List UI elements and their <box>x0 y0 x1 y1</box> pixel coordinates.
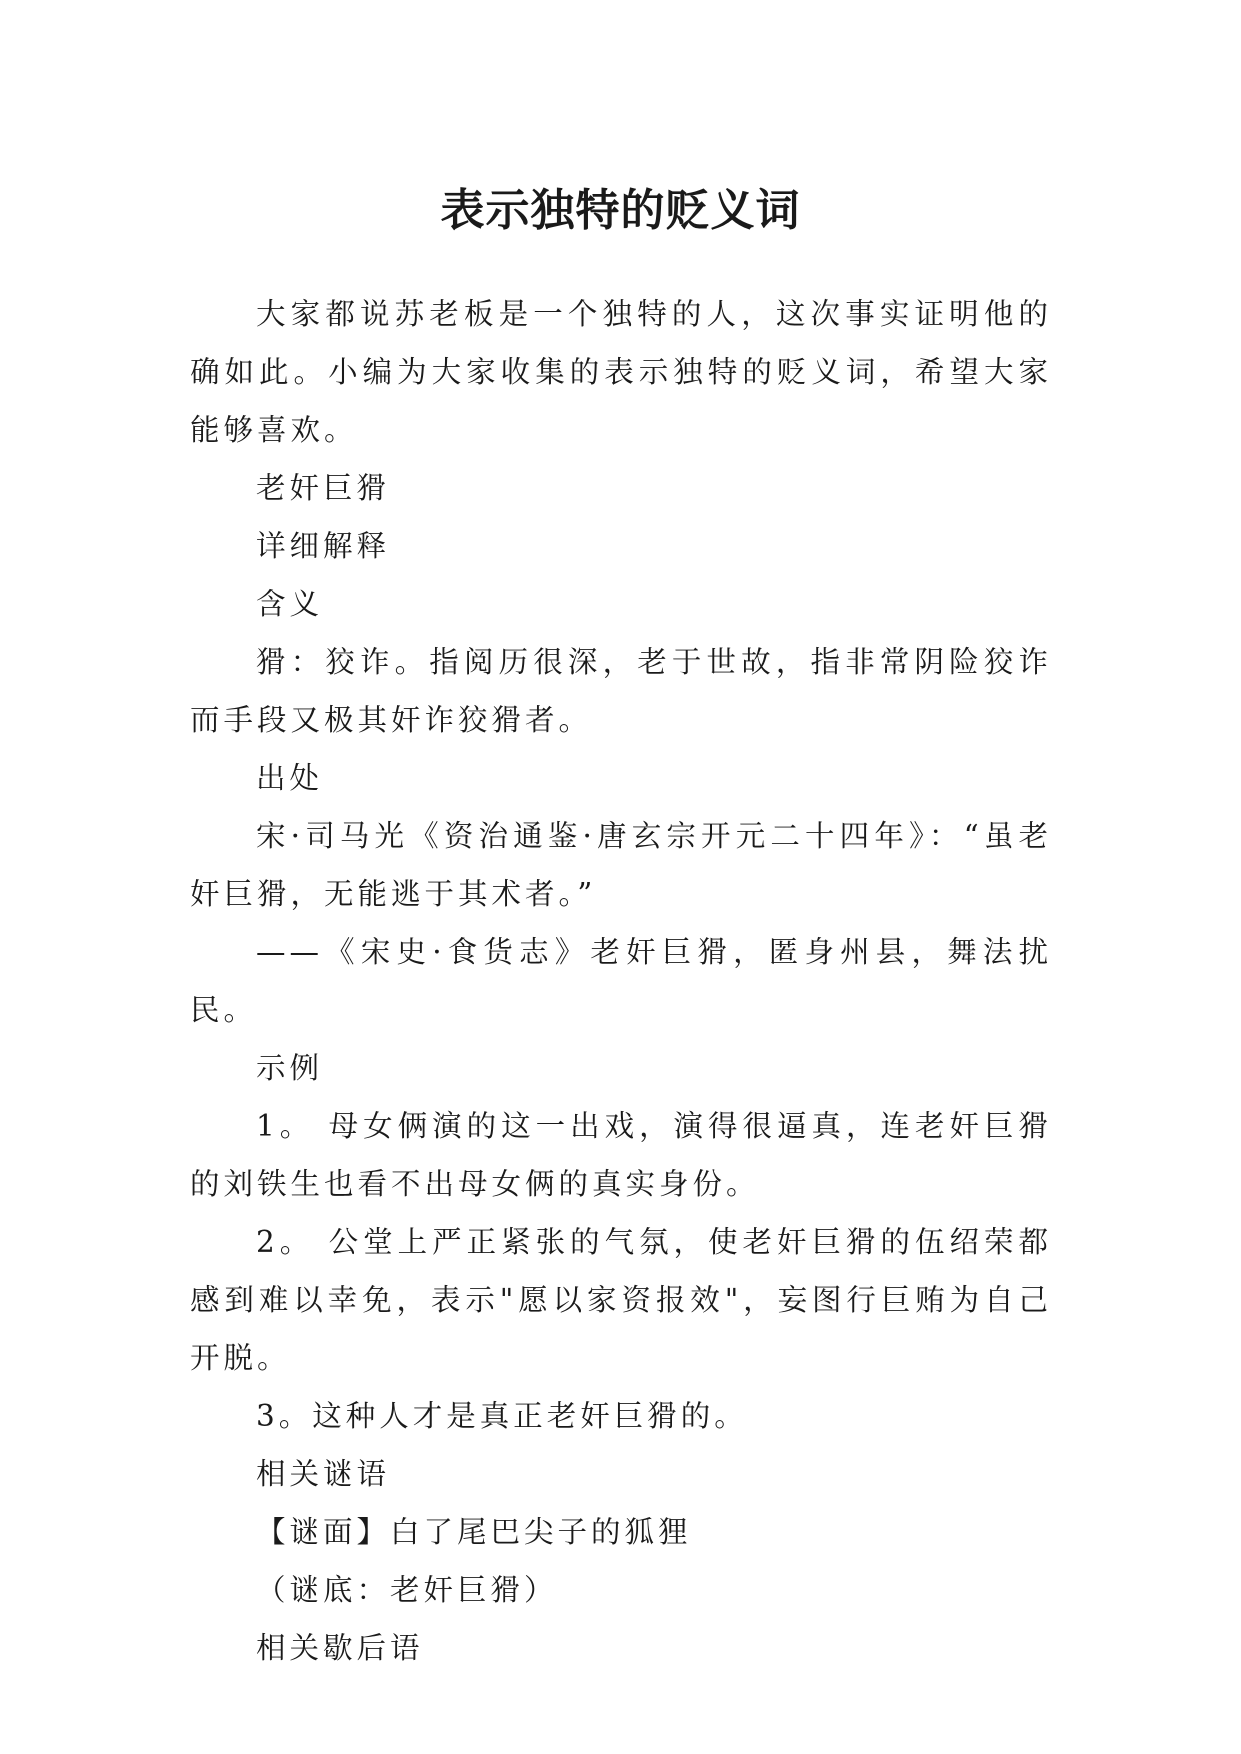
source-quote-paragraph: ——《宋史·食货志》老奸巨猾，匿身州县，舞法扰民。 <box>190 935 1052 1027</box>
example-paragraph: 3。这种人才是真正老奸巨猾的。 <box>256 1399 748 1433</box>
section-heading-meaning: 含义 <box>256 587 324 621</box>
section-heading-detailed-explanation: 详细解释 <box>256 529 391 563</box>
example-paragraph: 1。 母女俩演的这一出戏，演得很逼真，连老奸巨猾的刘铁生也看不出母女俩的真实身份。 <box>190 1109 1052 1201</box>
section-heading-xiehouyu: 相关歇后语 <box>256 1631 424 1665</box>
document-body <box>190 285 1052 1677</box>
meaning-paragraph: 猾：狡诈。指阅历很深，老于世故，指非常阴险狡诈而手段又极其奸诈狡猾者。 <box>190 645 1052 737</box>
section-heading-source: 出处 <box>256 761 324 795</box>
document-title: 表示独特的贬义词 <box>440 185 801 237</box>
riddle-question: 【谜面】白了尾巴尖子的狐狸 <box>256 1515 692 1549</box>
source-quote-paragraph: 宋·司马光《资治通鉴·唐玄宗开元二十四年》：“虽老奸巨猾，无能逃于其术者。” <box>190 819 1052 911</box>
idiom-heading: 老奸巨猾 <box>256 471 391 505</box>
example-paragraph: 2。 公堂上严正紧张的气氛，使老奸巨猾的伍绍荣都感到难以幸免，表示"愿以家资报效"，妄图行巨贿为自己开脱。 <box>190 1225 1052 1375</box>
riddle-answer: （谜底：老奸巨猾） <box>256 1573 558 1607</box>
section-heading-riddle: 相关谜语 <box>256 1457 391 1491</box>
section-heading-examples: 示例 <box>256 1051 324 1085</box>
intro-paragraph: 大家都说苏老板是一个独特的人，这次事实证明他的确如此。小编为大家收集的表示独特的贬义词，希望大家能够喜欢。 <box>190 297 1052 447</box>
